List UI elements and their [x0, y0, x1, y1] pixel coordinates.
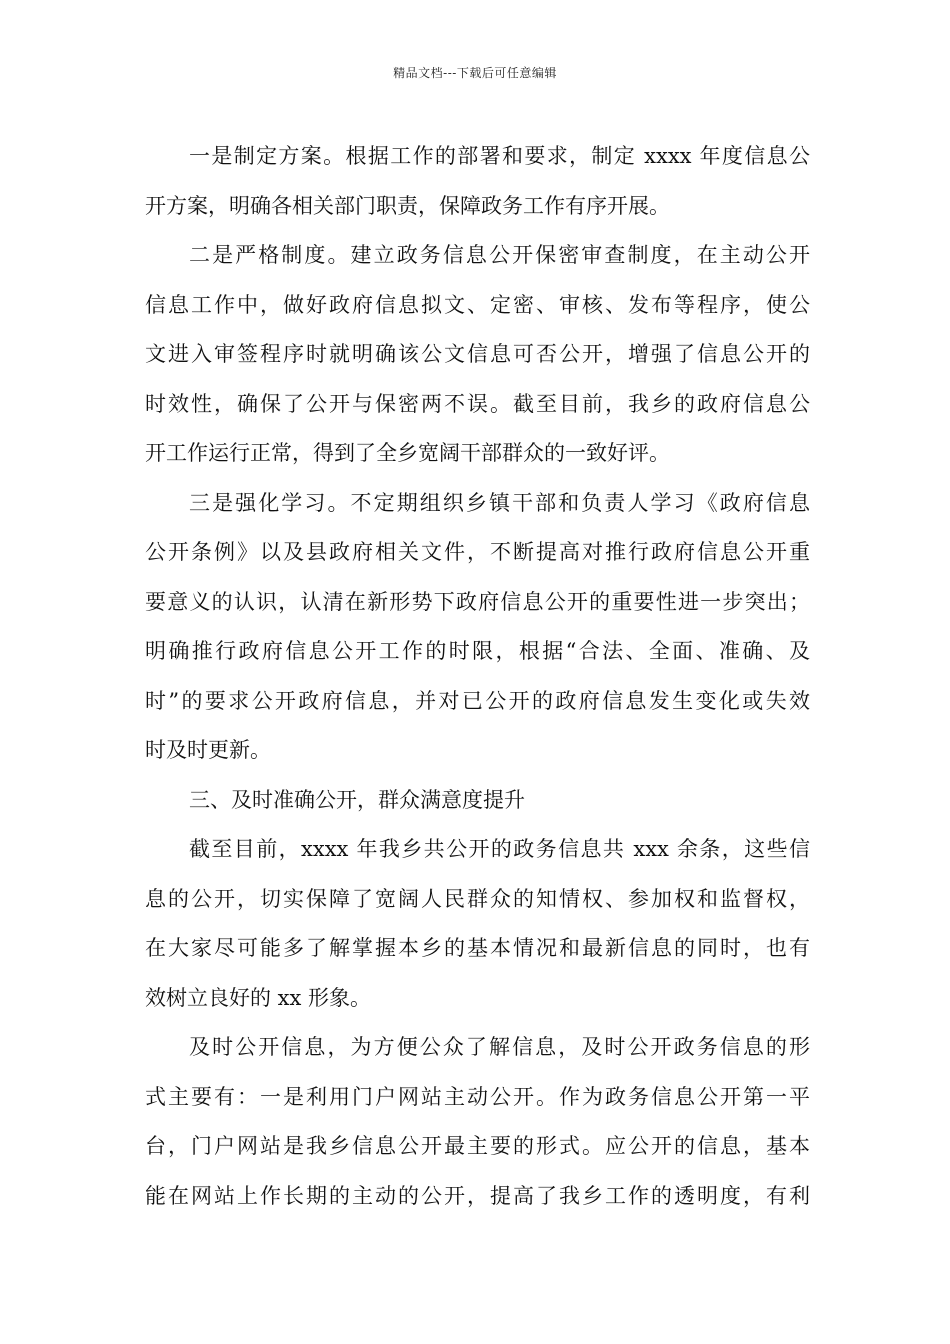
text-line: 开工作运行正常，得到了全乡宽阔干部群众的一致好评。: [145, 441, 670, 465]
text-line: 时及时更新。: [145, 738, 271, 762]
text-line: 公开条例》以及县政府相关文件，不断提高对推行政府信息公开重: [145, 540, 810, 564]
text-line: 及时公开信息，为方便公众了解信息，及时公开政务信息的形: [189, 1035, 810, 1059]
text-line: 三、及时准确公开，群众满意度提升: [189, 787, 525, 812]
text-line: 截至目前，xxxx 年我乡共公开的政务信息共 xxx 余条，这些信: [189, 837, 810, 861]
text-line: 明确推行政府信息公开工作的时限，根据“合法、全面、准确、及: [145, 639, 810, 663]
text-line: 能在网站上作长期的主动的公开，提高了我乡工作的透明度，有利: [145, 1183, 810, 1208]
text-line: 台，门户网站是我乡信息公开最主要的形式。应公开的信息，基本: [145, 1134, 810, 1158]
text-line: 一是制定方案。根据工作的部署和要求，制定 xxxx 年度信息公: [189, 144, 810, 168]
text-line: 三是强化学习。不定期组织乡镇干部和负责人学习《政府信息: [189, 490, 810, 515]
text-line: 在大家尽可能多了解掌握本乡的基本情况和最新信息的同时，也有: [145, 936, 810, 960]
page-header: 精品文档---下载后可任意编辑: [393, 66, 557, 80]
text-line: 二是严格制度。建立政务信息公开保密审查制度，在主动公开: [189, 243, 810, 267]
text-line: 时”的要求公开政府信息，并对已公开的政府信息发生变化或失效: [145, 688, 810, 713]
text-line: 效树立良好的 xx 形象。: [145, 985, 372, 1010]
document-body: [145, 132, 810, 1221]
text-line: 文进入审签程序时就明确该公文信息可否公开，增强了信息公开的: [145, 342, 810, 366]
text-line: 开方案，明确各相关部门职责，保障政务工作有序开展。: [145, 193, 670, 218]
text-line: 式主要有：一是利用门户网站主动公开。作为政务信息公开第一平: [145, 1084, 810, 1109]
text-line: 要意义的认识，认清在新形势下政府信息公开的重要性进一步突出；: [145, 589, 810, 614]
text-line: 时效性，确保了公开与保密两不误。截至目前，我乡的政府信息公: [145, 391, 810, 416]
text-line: 息的公开，切实保障了宽阔人民群众的知情权、参加权和监督权，: [145, 886, 810, 911]
text-line: 信息工作中，做好政府信息拟文、定密、审核、发布等程序，使公: [145, 292, 810, 317]
